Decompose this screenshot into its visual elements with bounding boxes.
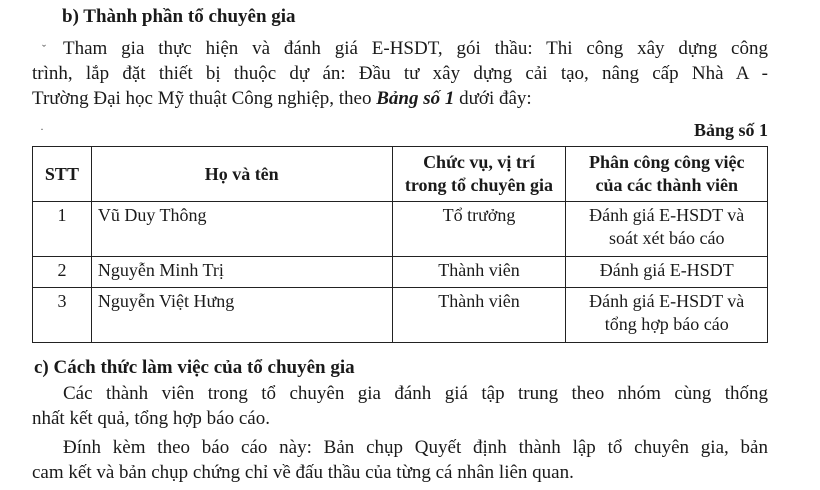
header-task-line: Phân công công việc [588, 152, 745, 172]
cell-task-line: Đánh giá E-HSDT và [589, 291, 745, 311]
scan-mark: ˇ [42, 42, 46, 56]
header-name: Họ và tên [91, 147, 392, 202]
cell-task-line: soát xét báo cáo [608, 228, 725, 248]
section-c-paragraph-1-line-2: nhất kết quả, tổng hợp báo cáo. [32, 408, 270, 429]
section-c-heading: c) Cách thức làm việc của tổ chuyên gia [34, 357, 355, 378]
scan-mark: · [40, 122, 44, 136]
section-c-paragraph-2-line-1: Đính kèm theo báo cáo này: Bản chụp Quyết định thành lập tổ chuyên gia, bản [63, 437, 768, 458]
table-reference: Bảng số 1 [376, 88, 455, 109]
section-b-paragraph-line-3 [32, 88, 532, 110]
table-header-row [33, 147, 768, 202]
table-row [33, 288, 768, 343]
cell-role: Tổ trưởng [392, 202, 566, 257]
header-role [392, 147, 566, 202]
section-b-paragraph-line-1: Tham gia thực hiện và đánh giá E-HSDT, gói thầu: Thi công xây dựng công [63, 38, 768, 59]
cell-stt: 1 [33, 202, 92, 257]
header-task-line: của các thành viên [595, 175, 738, 195]
cell-task-line: tổng hợp báo cáo [604, 314, 729, 334]
table-caption: Bảng số 1 [693, 120, 768, 140]
cell-role: Thành viên [392, 257, 566, 288]
cell-stt: 3 [33, 288, 92, 343]
cell-task-line: Đánh giá E-HSDT và [589, 205, 745, 225]
table-row [33, 202, 768, 257]
section-b-paragraph-line-2: trình, lắp đặt thiết bị thuộc dự án: Đầu tư xây dựng cải tạo, nâng cấp Nhà A - [32, 63, 768, 84]
cell-name: Nguyễn Minh Trị [91, 257, 392, 288]
members-table [32, 146, 768, 343]
header-stt: STT [33, 147, 92, 202]
cell-task [566, 202, 768, 257]
cell-name: Nguyễn Việt Hưng [91, 288, 392, 343]
section-b-heading: b) Thành phần tổ chuyên gia [62, 6, 296, 27]
paragraph-text: Trường Đại học Mỹ thuật Công nghiệp, theo [32, 88, 377, 109]
table-row [33, 257, 768, 288]
header-role-line: Chức vụ, vị trí [423, 152, 535, 172]
cell-task [566, 288, 768, 343]
cell-role: Thành viên [392, 288, 566, 343]
paragraph-text: dưới đây: [454, 88, 532, 109]
cell-task: Đánh giá E-HSDT [566, 257, 768, 288]
cell-stt: 2 [33, 257, 92, 288]
section-c-paragraph-2-line-2: cam kết và bản chụp chứng chỉ về đấu thầu của từng cá nhân liên quan. [32, 462, 574, 483]
cell-name: Vũ Duy Thông [91, 202, 392, 257]
header-task [566, 147, 768, 202]
header-role-line: trong tổ chuyên gia [404, 175, 554, 195]
section-c-paragraph-1-line-1: Các thành viên trong tổ chuyên gia đánh giá tập trung theo nhóm cùng thống [63, 383, 768, 404]
